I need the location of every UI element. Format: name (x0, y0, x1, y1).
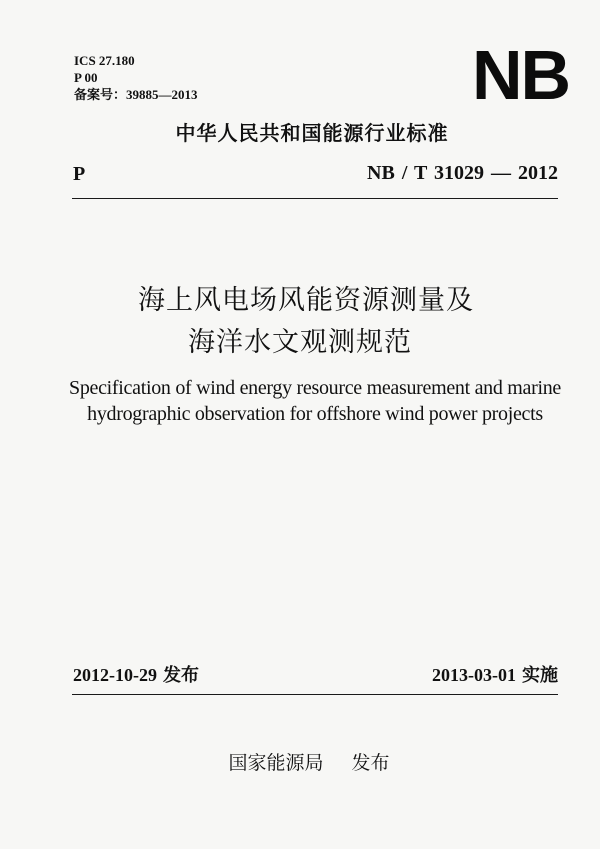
issuer-block (0, 751, 600, 775)
title-cn-line2: 海洋水文观测规范 (188, 327, 412, 358)
issuer-name: 国家能源局 (228, 752, 324, 774)
issuer-action: 发布 (351, 752, 390, 774)
nb-logo: NB (472, 36, 570, 114)
issue-date: 2012-10-29 (73, 665, 157, 685)
title-en-line1: Specification of wind energy resource measurement and marine (69, 377, 561, 399)
standard-number: NB / T 31029 — 2012 (367, 162, 558, 184)
bottom-divider (72, 694, 558, 695)
issue-date-block (73, 663, 199, 688)
record-number: 备案号：39885—2013 (74, 87, 198, 102)
title-en-line2: hydrographic observation for offshore wind power projects (87, 403, 543, 425)
classification-letter: P (73, 163, 86, 185)
effective-date: 2013-03-01 (432, 665, 516, 685)
effective-label: 实施 (522, 665, 558, 686)
title-cn-line1: 海上风电场风能资源测量及 (138, 285, 474, 316)
issue-label: 发布 (163, 665, 199, 686)
effective-date-block (432, 663, 558, 688)
ccs-code: P 00 (74, 70, 98, 85)
top-divider (72, 198, 558, 199)
ics-code: ICS 27.180 (74, 53, 135, 68)
standard-category: 中华人民共和国能源行业标准 (175, 121, 449, 145)
